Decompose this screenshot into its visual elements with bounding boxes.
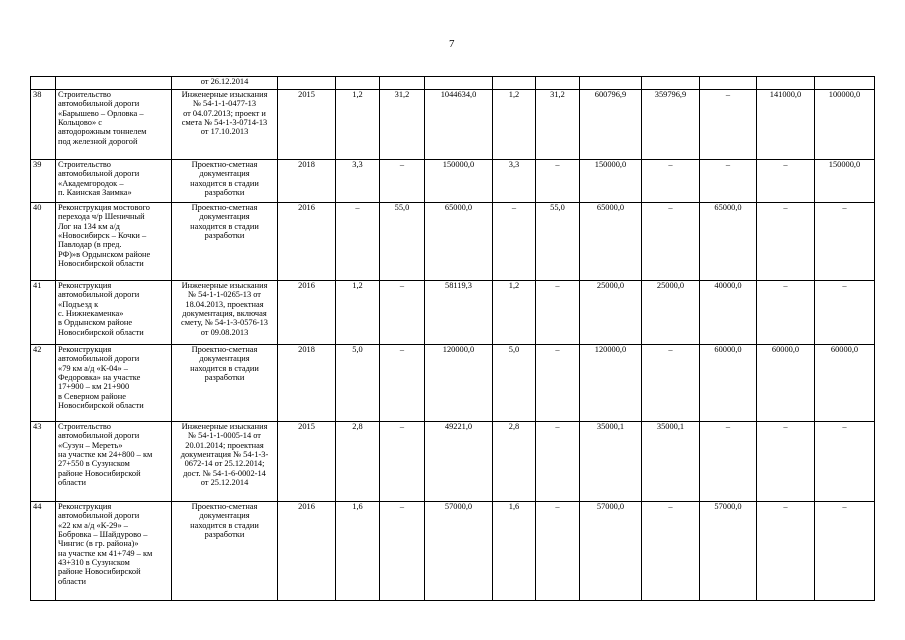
- cell-name-line: «Подъезд к: [58, 299, 99, 309]
- cell-name-line: «Барышево – Орловка –: [58, 108, 144, 118]
- cell-2015: 25000,0: [642, 281, 700, 345]
- cell-name-line: автомобильной дороги: [58, 354, 140, 364]
- cell-name-line: автомобильной дороги: [58, 290, 140, 300]
- cell-bridge-length-2: –: [536, 160, 580, 203]
- cell-name-line: автодорожным тоннелем: [58, 127, 147, 137]
- cell-2018: 60000,0: [815, 345, 875, 422]
- cell-2017: 60000,0: [757, 345, 815, 422]
- cell-name-line: Реконструкция мостового: [58, 203, 150, 212]
- cell-cost: 49221,0: [425, 422, 493, 502]
- cell-length-2: 1,2: [493, 90, 536, 160]
- cell-bridge-length-2: 31,2: [536, 90, 580, 160]
- cell-bridge-length-2: –: [536, 281, 580, 345]
- cell-cost: 58119,3: [425, 281, 493, 345]
- cell-cost: 120000,0: [425, 345, 493, 422]
- cell-doc-line: разработки: [204, 231, 245, 241]
- cell-doc-line: разработки: [204, 188, 245, 198]
- cell-doc-line: документация: [199, 212, 250, 222]
- cell-name-line: Реконструкция: [58, 345, 112, 354]
- cell-name-line: Лог на 134 км а/д: [58, 221, 120, 231]
- cell-doc-line: Проектно-сметная: [191, 203, 258, 212]
- cell-2016: –: [700, 90, 757, 160]
- cell-name-line: п. Каинская Заимка»: [58, 188, 132, 198]
- cell-doc: [172, 502, 278, 601]
- cell-length-2: 1,6: [493, 502, 536, 601]
- cell-bridge-length: –: [380, 502, 425, 601]
- cell-doc-line: документация: [199, 511, 250, 521]
- cell-doc-line: документация, включая: [182, 309, 267, 319]
- cell-name-line: Строительство: [58, 160, 111, 169]
- cell-length-2: 2,8: [493, 422, 536, 502]
- cell-2017: 141000,0: [757, 90, 815, 160]
- cell-doc-line: смету, № 54-1-3-0576-13: [181, 318, 268, 328]
- cell-total: 65000,0: [580, 203, 642, 281]
- cell-2016: 60000,0: [700, 345, 757, 422]
- cell-2016: –: [700, 160, 757, 203]
- cell-doc-line: от 17.10.2013: [200, 127, 249, 137]
- cell-name: [56, 160, 172, 203]
- cell-name-line: районе Новосибирской: [58, 468, 141, 478]
- cell-2015: 35000,1: [642, 422, 700, 502]
- cell-name: [56, 203, 172, 281]
- cell-name-line: 43+310 в Сузунском: [58, 558, 130, 568]
- cell-2017: –: [757, 422, 815, 502]
- cell-name-line: автомобильной дороги: [58, 99, 140, 109]
- cell-name-line: перехода ч/р Шеничный: [58, 212, 145, 222]
- cell-bridge-length: –: [380, 345, 425, 422]
- cell-doc: [172, 422, 278, 502]
- cell-num: 40: [31, 203, 56, 281]
- table-row: [31, 502, 875, 601]
- table-row: [31, 345, 875, 422]
- cell-name-line: Бобровка – Шайдурово –: [58, 530, 148, 540]
- cell-name-line: районе Новосибирской: [58, 567, 141, 577]
- cell-doc: [172, 281, 278, 345]
- cell-doc-line: дост. № 54-1-6-0002-14: [183, 468, 266, 478]
- cell-doc-line: 18.04.2013, проектная: [185, 299, 264, 309]
- cell-doc: [172, 160, 278, 203]
- cell-name: [56, 422, 172, 502]
- cell-name-line: области: [58, 478, 86, 488]
- cell-num: 42: [31, 345, 56, 422]
- cell-num: 44: [31, 502, 56, 601]
- cell-name-line: на участке км 41+749 – км: [58, 548, 153, 558]
- cell-bridge-length: 31,2: [380, 90, 425, 160]
- cell-2015: –: [642, 502, 700, 601]
- cell-name-line: Реконструкция: [58, 281, 112, 290]
- cell-year: 2018: [278, 345, 336, 422]
- cell-name: [56, 90, 172, 160]
- cell-name-line: 17+900 – км 21+900: [58, 382, 130, 392]
- cell-2018: –: [815, 422, 875, 502]
- cell-2016: 57000,0: [700, 502, 757, 601]
- cell-doc: [172, 90, 278, 160]
- table-row: [31, 90, 875, 160]
- cell-num: 38: [31, 90, 56, 160]
- cell-total: 35000,1: [580, 422, 642, 502]
- page-number: 7: [449, 38, 455, 50]
- cell-bridge-length: –: [380, 160, 425, 203]
- cell-doc-line: документация: [199, 354, 250, 364]
- cell-name-line: в Ордынском районе: [58, 318, 133, 328]
- cell-2016: 40000,0: [700, 281, 757, 345]
- cell-length-2: 5,0: [493, 345, 536, 422]
- cell-name-line: «Академгородок –: [58, 178, 124, 188]
- cell-2018: –: [815, 281, 875, 345]
- cell-2015: –: [642, 160, 700, 203]
- cell-doc-line: документация № 54-1-3-: [180, 450, 269, 460]
- cell-name: [56, 77, 172, 90]
- cell-name-line: «79 км а/д «К-04» –: [58, 363, 128, 373]
- cell-name-line: с. Нижнекаменка»: [58, 309, 124, 319]
- cell-num: 41: [31, 281, 56, 345]
- cell-name-line: в Северном районе: [58, 391, 126, 401]
- cell-num: [31, 77, 56, 90]
- cell-doc-line: находится в стадии: [190, 520, 259, 530]
- cell-doc-line: смета № 54-1-3-0714-13: [181, 118, 268, 128]
- cell-doc-line: разработки: [204, 530, 245, 540]
- cell-2018: –: [815, 203, 875, 281]
- cell-name-line: Кольцово» с: [58, 118, 102, 128]
- cell-doc-line: Инженерные изыскания: [181, 281, 268, 290]
- cell-doc-line: находится в стадии: [190, 363, 259, 373]
- cell-name-line: автомобильной дороги: [58, 431, 140, 441]
- table-row: [31, 422, 875, 502]
- cell-length: 5,0: [336, 345, 380, 422]
- cell-bridge-length: 55,0: [380, 203, 425, 281]
- cell-2015: –: [642, 203, 700, 281]
- cell-length: –: [336, 203, 380, 281]
- cell-num: 43: [31, 422, 56, 502]
- cell-length: 1,2: [336, 281, 380, 345]
- cell-bridge-length: –: [380, 422, 425, 502]
- cell-name-line: Строительство: [58, 422, 111, 431]
- cell-2018: –: [815, 502, 875, 601]
- cell-length: 3,3: [336, 160, 380, 203]
- cell-doc-line: Инженерные изыскания: [181, 422, 268, 431]
- cell-bridge-length: –: [380, 281, 425, 345]
- cell-cost: 57000,0: [425, 502, 493, 601]
- cell-2017: –: [757, 281, 815, 345]
- cell-doc-line: Проектно-сметная: [191, 502, 258, 511]
- cell-doc-line: разработки: [204, 373, 245, 383]
- cell-doc-line: находится в стадии: [190, 221, 259, 231]
- cell-num: 39: [31, 160, 56, 203]
- cell-2015: 359796,9: [642, 90, 700, 160]
- cell-2017: –: [757, 203, 815, 281]
- cell-2018: 150000,0: [815, 160, 875, 203]
- cell-year: 2015: [278, 90, 336, 160]
- cell-name-line: «Сузун – Мереть»: [58, 440, 123, 450]
- cell-name-line: Павлодар (в пред.: [58, 240, 122, 250]
- cell-doc-line: 20.01.2014; проектная: [185, 440, 264, 450]
- cell-cost: 150000,0: [425, 160, 493, 203]
- table-row-continuation: [31, 77, 875, 90]
- cell-bridge-length-2: –: [536, 422, 580, 502]
- cell-name-line: «Новосибирск – Кочки –: [58, 231, 147, 241]
- cell-doc-line: Проектно-сметная: [191, 160, 258, 169]
- cell-doc-line: от 04.07.2013; проект и: [183, 108, 266, 118]
- cell-total: 150000,0: [580, 160, 642, 203]
- cell-total: 57000,0: [580, 502, 642, 601]
- cell-name-line: области: [58, 576, 86, 586]
- cell-name-line: Реконструкция: [58, 502, 112, 511]
- cell-name-line: под железной дорогой: [58, 136, 138, 146]
- cell-name-line: Чингис (в гр. района)»: [58, 539, 139, 549]
- cell-year: 2016: [278, 203, 336, 281]
- cell-cost: 65000,0: [425, 203, 493, 281]
- cell-bridge-length-2: 55,0: [536, 203, 580, 281]
- cell-name-line: 27+550 в Сузунском: [58, 459, 130, 469]
- cell-doc-line: № 54-1-1-0005-14 от: [188, 431, 261, 441]
- cell-year: 2016: [278, 281, 336, 345]
- cell-2017: –: [757, 160, 815, 203]
- cell-2017: –: [757, 502, 815, 601]
- cell-bridge-length-2: –: [536, 502, 580, 601]
- cell-name-line: автомобильной дороги: [58, 511, 140, 521]
- cell-doc: от 26.12.2014: [172, 77, 278, 90]
- cell-name-line: Новосибирской области: [58, 401, 144, 411]
- cell-year: 2015: [278, 422, 336, 502]
- cell-name-line: «22 км а/д «К-29» –: [58, 520, 128, 530]
- cell-name: [56, 281, 172, 345]
- cell-total: 120000,0: [580, 345, 642, 422]
- cell-2018: 100000,0: [815, 90, 875, 160]
- cell-length: 1,2: [336, 90, 380, 160]
- cell-total: 600796,9: [580, 90, 642, 160]
- cell-name: [56, 502, 172, 601]
- road-projects-table: [30, 76, 875, 601]
- cell-name-line: Федоровка» на участке: [58, 373, 141, 383]
- cell-doc-line: от 25.12.2014: [200, 478, 249, 488]
- cell-year: 2016: [278, 502, 336, 601]
- cell-total: 25000,0: [580, 281, 642, 345]
- cell-name-line: РФ)»в Ордынском районе: [58, 249, 151, 259]
- cell-year: 2018: [278, 160, 336, 203]
- cell-doc-line: 0672-14 от 25.12.2014;: [184, 459, 265, 469]
- cell-name-line: автомобильной дороги: [58, 169, 140, 179]
- cell-doc-line: находится в стадии: [190, 178, 259, 188]
- cell-name-line: на участке км 24+800 – км: [58, 450, 153, 460]
- cell-2015: –: [642, 345, 700, 422]
- cell-name: [56, 345, 172, 422]
- cell-doc-line: документация: [199, 169, 250, 179]
- cell-doc-line: Проектно-сметная: [191, 345, 258, 354]
- table-row: [31, 281, 875, 345]
- cell-length-2: –: [493, 203, 536, 281]
- cell-cost: 1044634,0: [425, 90, 493, 160]
- cell-length-2: 3,3: [493, 160, 536, 203]
- cell-2016: 65000,0: [700, 203, 757, 281]
- cell-length-2: 1,2: [493, 281, 536, 345]
- cell-length: 2,8: [336, 422, 380, 502]
- cell-name-line: Строительство: [58, 90, 111, 99]
- cell-length: 1,6: [336, 502, 380, 601]
- cell-name-line: Новосибирской области: [58, 259, 144, 269]
- cell-doc-line: от 09.08.2013: [200, 327, 249, 337]
- cell-2016: –: [700, 422, 757, 502]
- cell-doc: [172, 345, 278, 422]
- cell-name-line: Новосибирской области: [58, 327, 144, 337]
- cell-doc-line: № 54-1-1-0477-13: [192, 99, 257, 109]
- table-row: [31, 203, 875, 281]
- cell-doc: [172, 203, 278, 281]
- cell-bridge-length-2: –: [536, 345, 580, 422]
- cell-doc-line: Инженерные изыскания: [181, 90, 268, 99]
- cell-doc-line: № 54-1-1-0265-13 от: [188, 290, 261, 300]
- table-row: [31, 160, 875, 203]
